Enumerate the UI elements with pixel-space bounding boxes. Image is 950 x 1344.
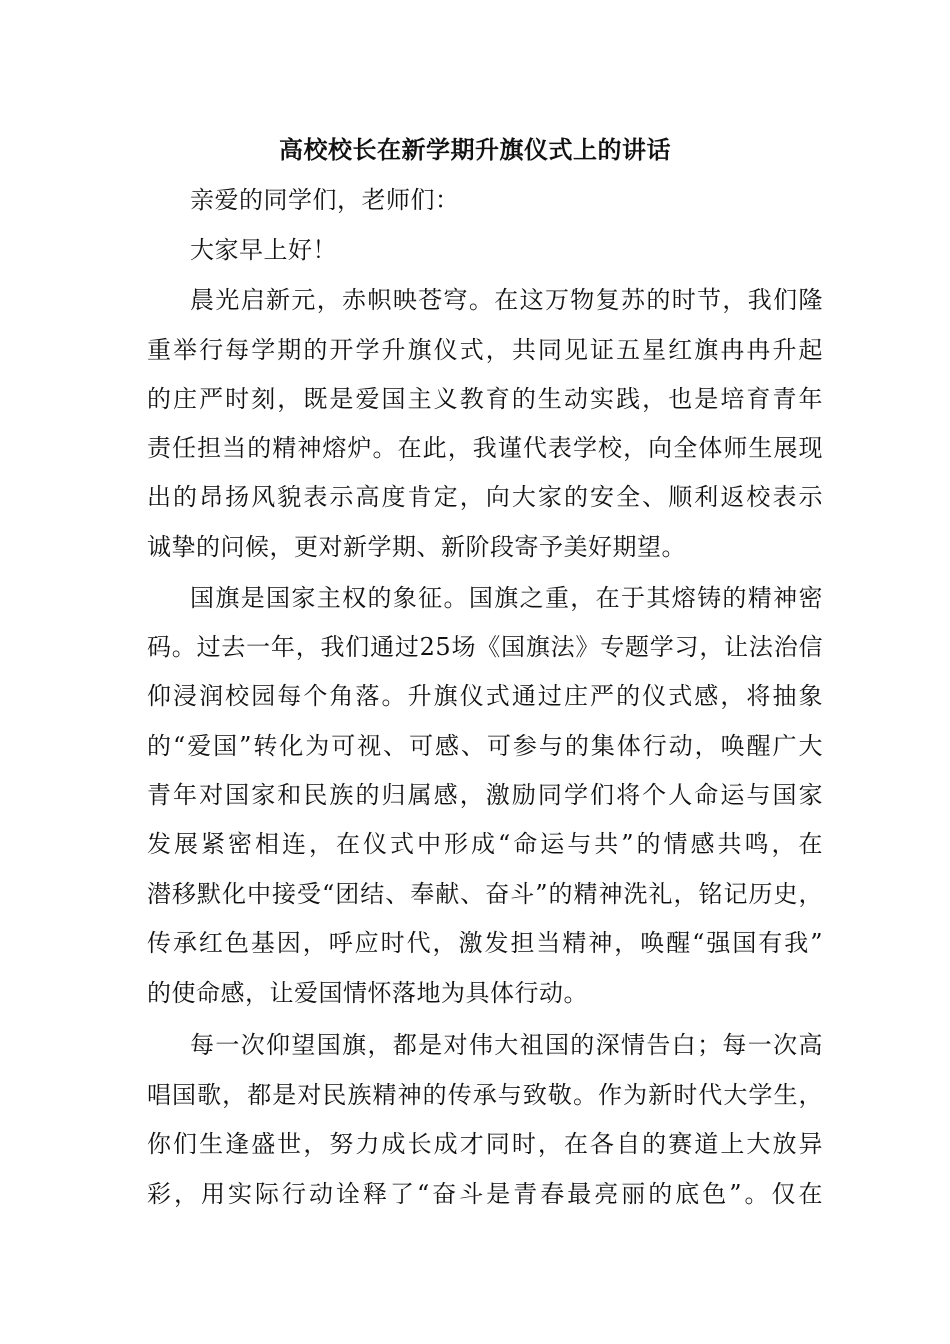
text-line: 传承红色基因，呼应时代，激发担当精神，唤醒“强国有我” (147, 929, 823, 957)
text-line: 出的昂扬风貌表示高度肯定，向大家的安全、顺利返校表示 (147, 483, 823, 511)
text-line: 诚挚的问候，更对新学期、新阶段寄予美好期望。 (147, 533, 686, 561)
document-title: 高校校长在新学期升旗仪式上的讲话 (279, 135, 671, 164)
text-line: 潜移默化中接受“团结、奉献、奋斗”的精神洗礼，铭记历史， (147, 880, 823, 908)
text-line: 的使命感，让爱国情怀落地为具体行动。 (147, 979, 588, 1007)
text-line: 的庄严时刻，既是爱国主义教育的生动实践，也是培育青年 (147, 385, 823, 413)
text-line: 发展紧密相连，在仪式中形成“命运与共”的情感共鸣，在 (147, 830, 823, 858)
text-line: 晨光启新元，赤帜映苍穹。在这万物复苏的时节，我们隆 (190, 286, 823, 314)
text-line: 重举行每学期的开学升旗仪式，共同见证五星红旗冉冉升起 (147, 336, 823, 364)
text-line: 大家早上好！ (190, 236, 337, 264)
text-line: 彩，用实际行动诠释了“奋斗是青春最亮丽的底色”。仅在 (147, 1180, 823, 1208)
text-line: 唱国歌，都是对民族精神的传承与致敬。作为新时代大学生， (147, 1081, 823, 1109)
text-line: 青年对国家和民族的归属感，激励同学们将个人命运与国家 (147, 781, 823, 809)
text-line: 仰浸润校园每个角落。升旗仪式通过庄严的仪式感，将抽象 (147, 682, 823, 710)
text-line: 的“爱国”转化为可视、可感、可参与的集体行动，唤醒广大 (147, 732, 823, 760)
text-line: 国旗是国家主权的象征。国旗之重，在于其熔铸的精神密 (190, 584, 823, 612)
text-line: 你们生逢盛世，努力成长成才同时，在各自的赛道上大放异 (147, 1130, 823, 1158)
text-line: 亲爱的同学们，老师们： (190, 186, 460, 214)
text-line: 责任担当的精神熔炉。在此，我谨代表学校，向全体师生展现 (147, 434, 823, 462)
text-line: 码。过去一年，我们通过25场《国旗法》专题学习，让法治信 (147, 633, 823, 661)
text-line: 每一次仰望国旗，都是对伟大祖国的深情告白；每一次高 (190, 1031, 823, 1059)
